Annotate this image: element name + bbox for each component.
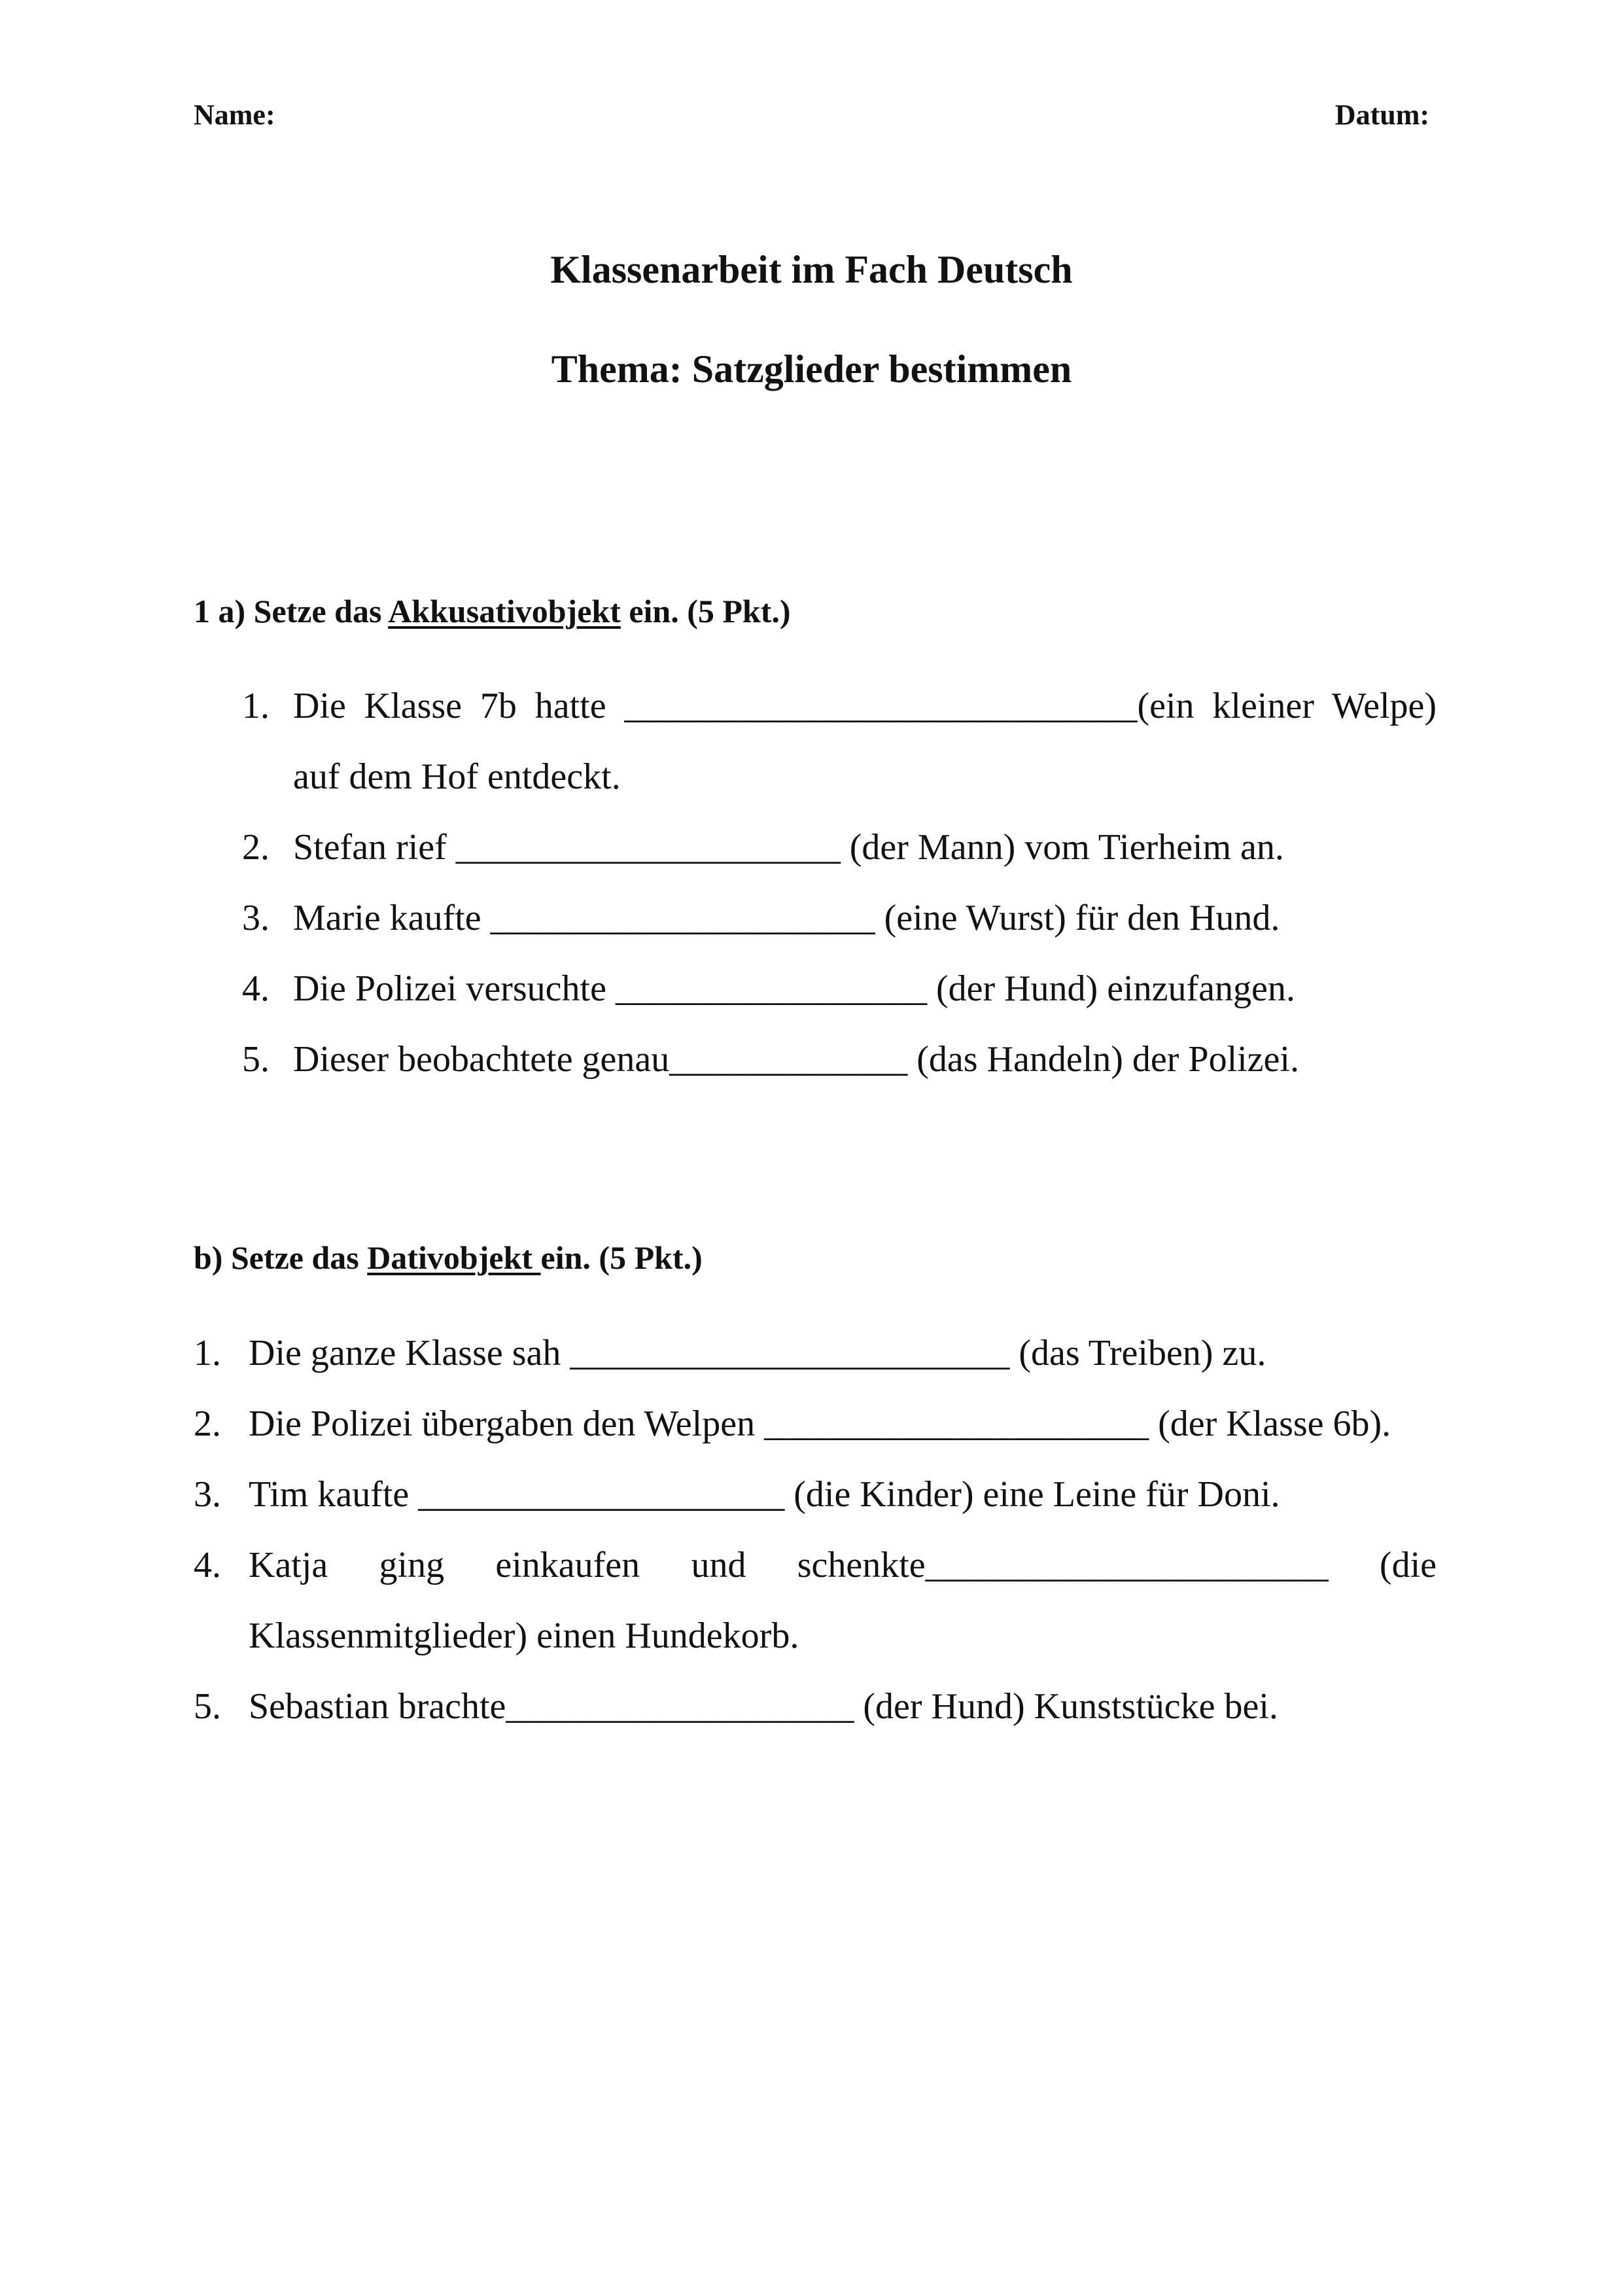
list-item bbox=[194, 1530, 1437, 1671]
item-number: 1. bbox=[242, 686, 270, 726]
item-number: 1. bbox=[194, 1333, 221, 1373]
item-number: 3. bbox=[242, 898, 270, 938]
item-text: Katja ging einkaufen und schenkte______________________ (die Klassenmitglieder) einen Hundekorb. bbox=[249, 1545, 1437, 1656]
item-text: Die Polizei versuchte _________________ (der Hund) einzufangen. bbox=[293, 968, 1295, 1009]
list-item bbox=[242, 1024, 1437, 1095]
list-item bbox=[194, 1388, 1437, 1459]
item-number: 4. bbox=[242, 968, 270, 1009]
item-text: Die Polizei übergaben den Welpen _____________________ (der Klasse 6b). bbox=[249, 1404, 1391, 1444]
list-item bbox=[194, 1318, 1437, 1388]
item-number: 4. bbox=[194, 1545, 221, 1585]
item-number: 5. bbox=[242, 1039, 270, 1080]
page-title: Klassenarbeit im Fach Deutsch bbox=[550, 248, 1073, 291]
list-item bbox=[242, 812, 1437, 883]
list-item bbox=[242, 671, 1437, 812]
item-text: Stefan rief _____________________ (der Mann) vom Tierheim an. bbox=[293, 827, 1284, 868]
task-b-suffix: ein. (5 Pkt.) bbox=[540, 1239, 703, 1276]
task-a-heading bbox=[194, 592, 1437, 630]
item-number: 2. bbox=[242, 827, 270, 868]
item-text: Dieser beobachtete genau_____________ (das Handeln) der Polizei. bbox=[293, 1039, 1299, 1080]
item-text: Sebastian brachte___________________ (der Hund) Kunststücke bei. bbox=[249, 1686, 1278, 1727]
task-a-keyword: Akkusativobjekt bbox=[388, 593, 621, 629]
list-item bbox=[194, 1671, 1437, 1742]
task-b-prefix: b) Setze das bbox=[194, 1239, 368, 1276]
item-text: Die Klasse 7b hatte ____________________________(ein kleiner Welpe) auf dem Hof entdeckt. bbox=[293, 686, 1437, 797]
task-a-prefix: 1 a) Setze das bbox=[194, 593, 389, 629]
date-label: Datum: bbox=[1335, 99, 1429, 131]
task-a-list bbox=[242, 671, 1437, 1095]
item-text: Tim kaufte ____________________ (die Kinder) eine Leine für Doni. bbox=[249, 1474, 1280, 1515]
task-b-list bbox=[194, 1318, 1437, 1742]
task-a-suffix: ein. (5 Pkt.) bbox=[620, 593, 791, 629]
page-subtitle: Thema: Satzglieder bestimmen bbox=[551, 347, 1072, 391]
list-item bbox=[242, 883, 1437, 953]
task-b-heading bbox=[194, 1239, 1437, 1277]
task-b-keyword: Dativobjekt bbox=[367, 1239, 541, 1276]
item-text: Die ganze Klasse sah ________________________ (das Treiben) zu. bbox=[249, 1333, 1266, 1373]
item-number: 2. bbox=[194, 1404, 221, 1444]
list-item bbox=[242, 953, 1437, 1024]
name-label: Name: bbox=[194, 99, 275, 131]
list-item bbox=[194, 1459, 1437, 1530]
item-number: 5. bbox=[194, 1686, 221, 1727]
item-text: Marie kaufte _____________________ (eine Wurst) für den Hund. bbox=[293, 898, 1280, 938]
item-number: 3. bbox=[194, 1474, 221, 1515]
